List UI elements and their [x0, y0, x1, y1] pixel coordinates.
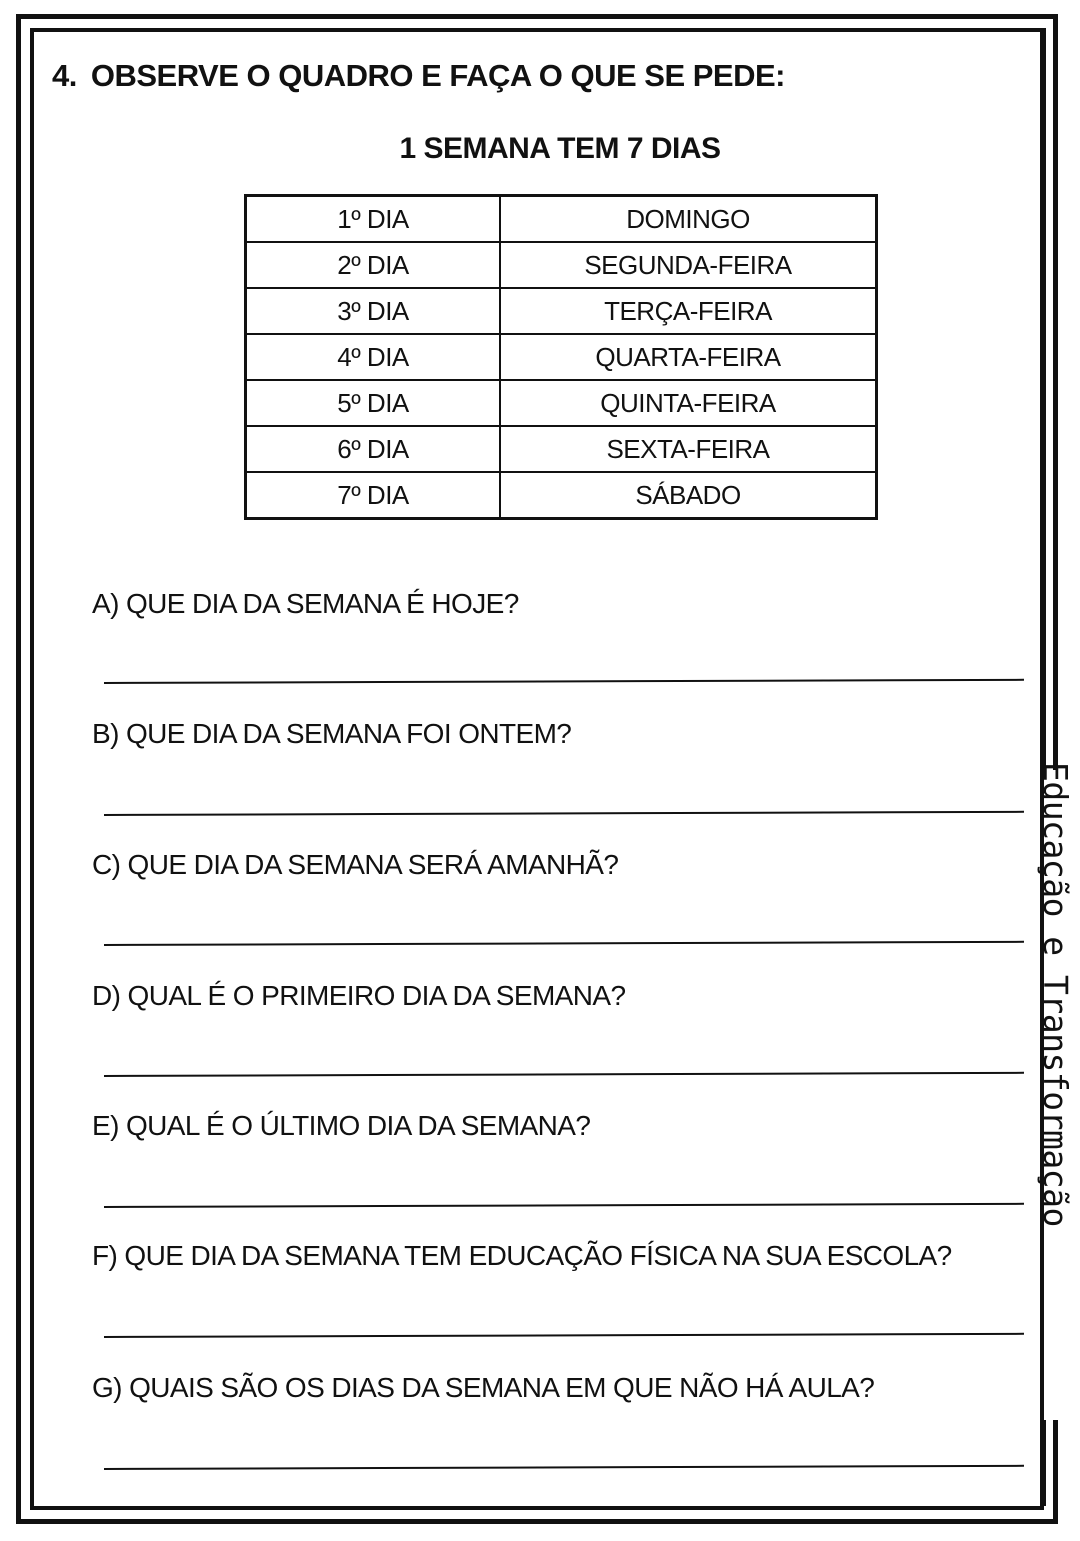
question-e: E) QUAL É O ÚLTIMO DIA DA SEMANA?	[92, 1110, 591, 1141]
question-b: B) QUE DIA DA SEMANA FOI ONTEM?	[92, 718, 572, 749]
exercise-number: 4.	[52, 58, 77, 93]
question-c: C) QUE DIA DA SEMANA SERÁ AMANHÃ?	[92, 849, 619, 880]
ordinal-cell: 7º DIA	[246, 472, 501, 519]
question-g: G) QUAIS SÃO OS DIAS DA SEMANA EM QUE NÃO HÁ AULA?	[92, 1372, 875, 1403]
ordinal-cell: 4º DIA	[246, 334, 501, 380]
weekday-cell: TERÇA-FEIRA	[500, 288, 877, 334]
ordinal-cell: 3º DIA	[246, 288, 501, 334]
question-f: F) QUE DIA DA SEMANA TEM EDUCAÇÃO FÍSICA NA SUA ESCOLA?	[92, 1240, 952, 1271]
weekday-cell: QUINTA-FEIRA	[500, 380, 877, 426]
table-row	[246, 380, 877, 426]
exercise-instruction: OBSERVE O QUADRO E FAÇA O QUE SE PEDE:	[90, 58, 785, 93]
weekday-cell: QUARTA-FEIRA	[500, 334, 877, 380]
watermark-text: Educação e Transformação	[1036, 762, 1075, 1227]
question-a: A) QUE DIA DA SEMANA É HOJE?	[92, 588, 519, 619]
table-row	[246, 196, 877, 243]
ordinal-cell: 5º DIA	[246, 380, 501, 426]
ordinal-cell: 2º DIA	[246, 242, 501, 288]
ordinal-cell: 6º DIA	[246, 426, 501, 472]
table-row	[246, 426, 877, 472]
weekday-cell: SÁBADO	[500, 472, 877, 519]
table-row	[246, 472, 877, 519]
days-of-week-table	[244, 194, 878, 520]
table-row	[246, 242, 877, 288]
weekday-cell: SEGUNDA-FEIRA	[500, 242, 877, 288]
question-d: D) QUAL É O PRIMEIRO DIA DA SEMANA?	[92, 980, 626, 1011]
ordinal-cell: 1º DIA	[246, 196, 501, 243]
table-title: 1 SEMANA TEM 7 DIAS	[399, 132, 721, 165]
weekday-cell: DOMINGO	[500, 196, 877, 243]
exercise-header	[52, 58, 785, 94]
weekday-cell: SEXTA-FEIRA	[500, 426, 877, 472]
table-row	[246, 288, 877, 334]
table-row	[246, 334, 877, 380]
